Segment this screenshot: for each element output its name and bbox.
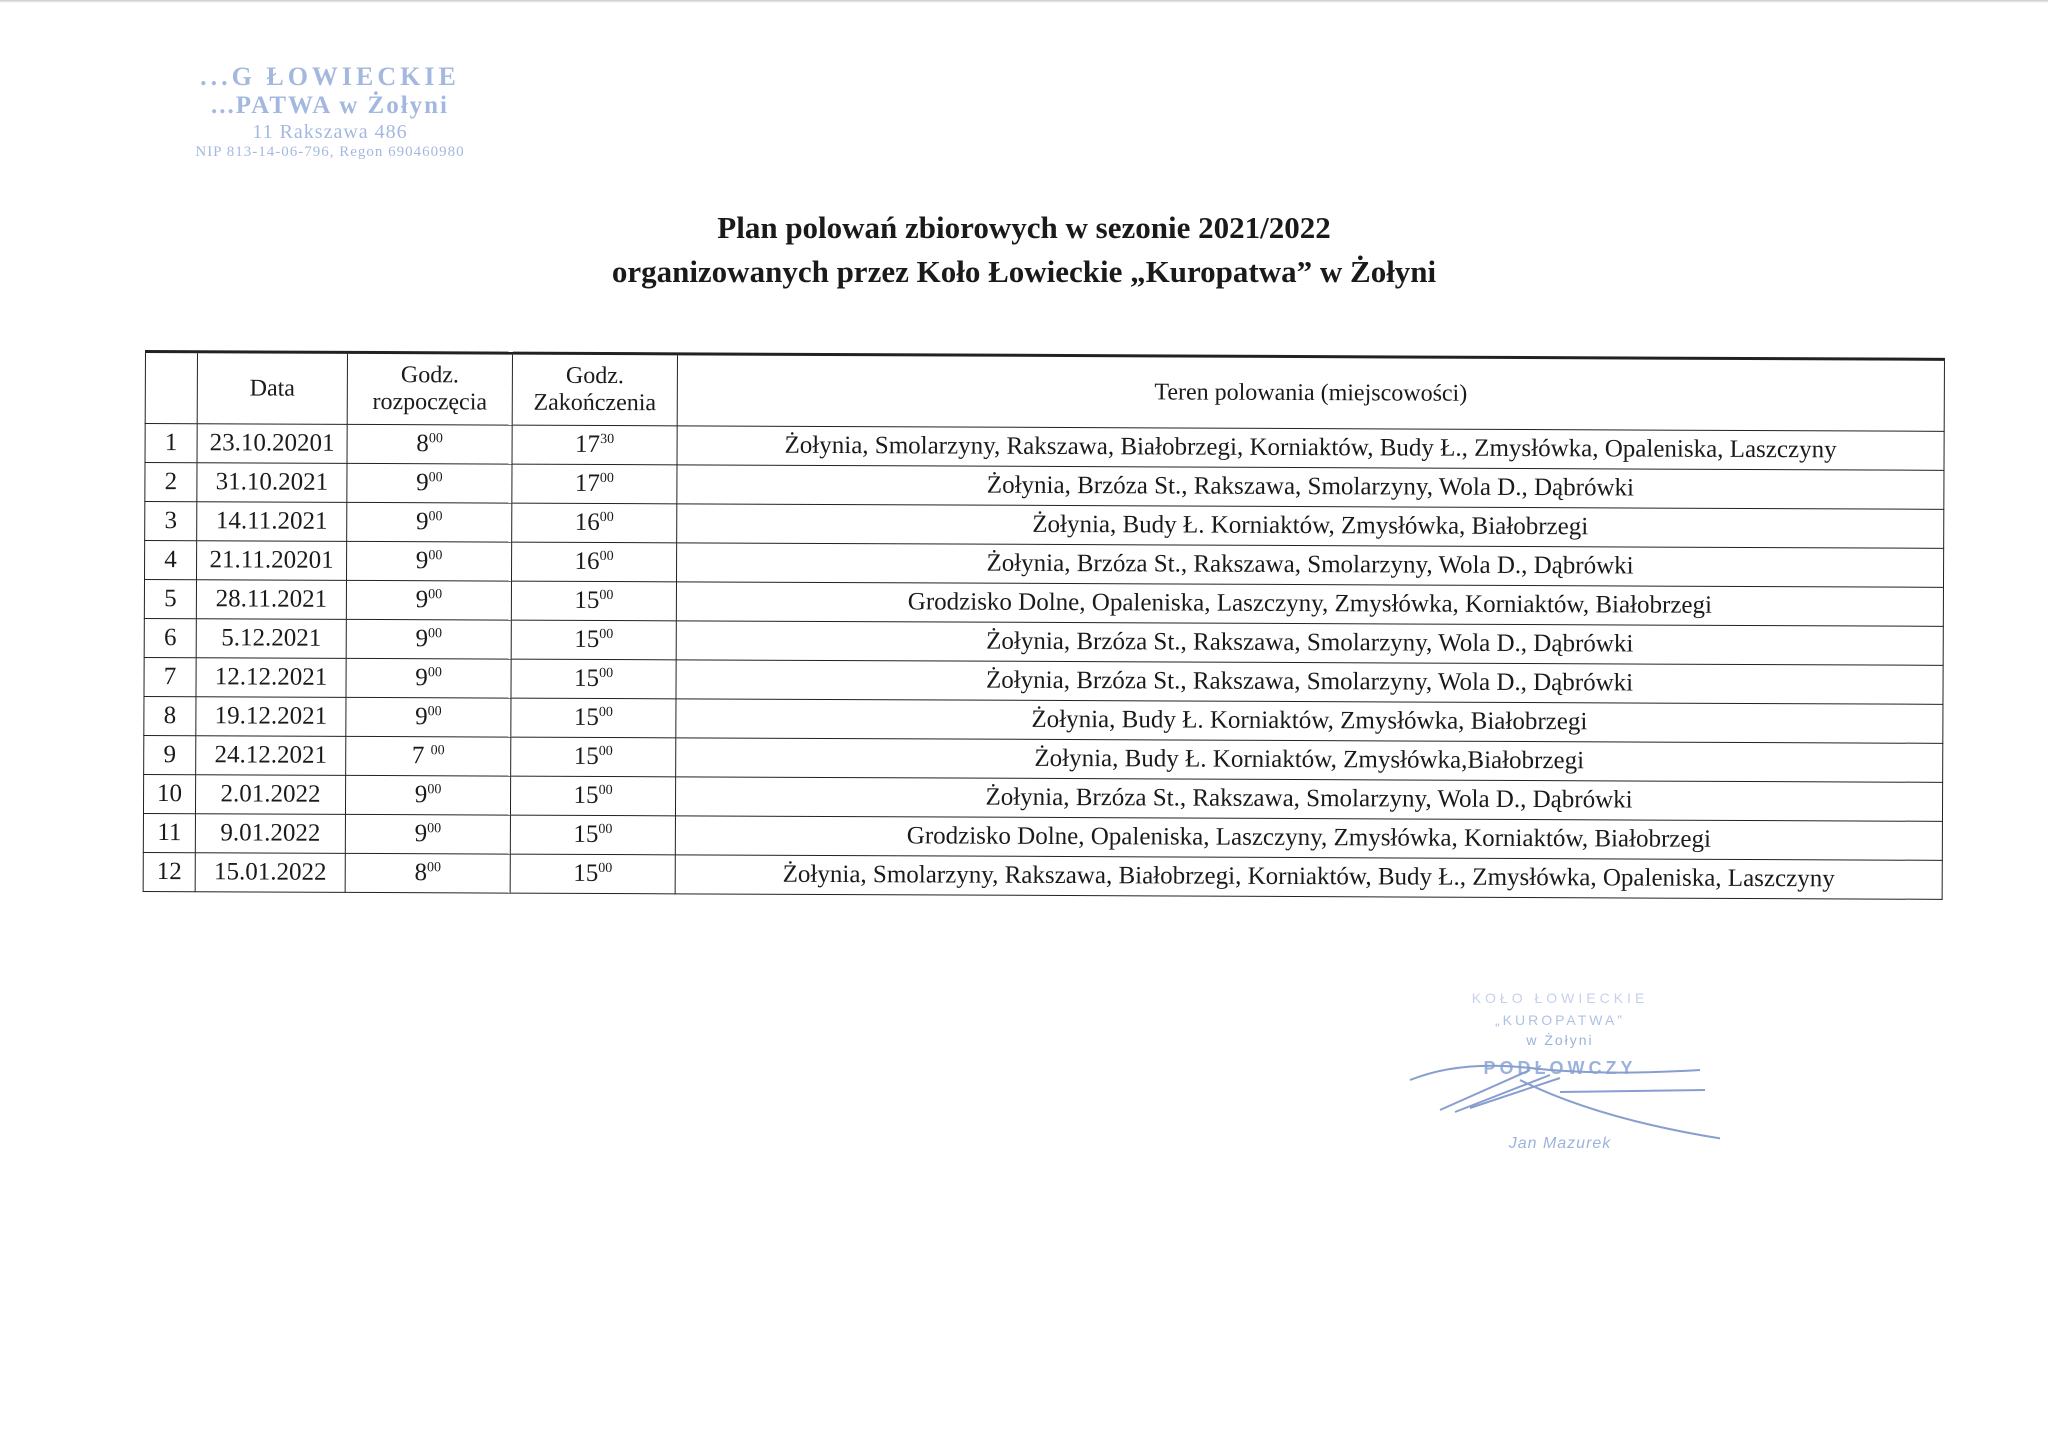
end-minutes: 00: [598, 782, 613, 799]
header-end: [512, 353, 677, 426]
row-date: 21.11.20201: [196, 541, 346, 581]
row-start-time: [345, 814, 510, 854]
stamp-line-2: ...PATWA w Żołyni: [211, 91, 449, 119]
header-start-line-1: Godz.: [400, 362, 459, 389]
row-end-time: [510, 815, 675, 855]
start-minutes: 00: [430, 743, 445, 759]
header-end-line-2: Zakończenia: [533, 389, 657, 417]
start-hour: 8: [416, 430, 429, 458]
row-number: 1: [145, 424, 197, 463]
start-minutes: 00: [427, 626, 443, 642]
row-date: 31.10.2021: [197, 463, 347, 503]
row-start-time: [346, 658, 511, 698]
row-end-time: [511, 620, 676, 660]
header-date: Data: [197, 352, 347, 425]
end-minutes: 00: [598, 860, 613, 877]
row-area: Żołynia, Brzóza St., Rakszawa, Smolarzyny, Wola D., Dąbrówki: [676, 660, 1943, 705]
start-minutes: 00: [426, 860, 442, 876]
row-start-time: [345, 853, 510, 893]
header-end-line-1: Godz.: [565, 362, 624, 390]
end-hour: 17: [574, 469, 600, 497]
row-area: Grodzisko Dolne, Opaleniska, Laszczyny, Zmysłówka, Korniaktów, Białobrzegi: [675, 816, 1942, 861]
row-number: 12: [143, 852, 195, 891]
header-start: [347, 352, 512, 425]
start-minutes: 00: [427, 782, 442, 798]
end-minutes: 00: [599, 626, 614, 643]
row-start-time: [346, 736, 511, 776]
start-minutes: 00: [428, 509, 443, 525]
document-title: [0, 206, 2048, 294]
row-area: Żołynia, Smolarzyny, Rakszawa, Białobrzegi, Korniaktów, Budy Ł., Zmysłówka, Opaleniska, Laszczyny: [675, 855, 1942, 900]
start-hour: 9: [416, 469, 429, 497]
end-hour: 15: [574, 664, 600, 692]
row-number: 10: [143, 774, 195, 813]
end-minutes: 00: [598, 821, 613, 838]
row-start-time: [346, 697, 511, 737]
row-date: 23.10.20201: [197, 424, 347, 464]
row-area: Żołynia, Budy Ł. Korniaktów, Zmysłówka, Białobrzegi: [676, 699, 1943, 744]
start-minutes: 00: [427, 665, 442, 681]
end-minutes: 00: [599, 587, 614, 604]
row-number: 11: [143, 813, 195, 852]
table-body: [143, 424, 1944, 900]
row-end-time: [511, 698, 676, 738]
sign-stamp-line-3: w Żołyni: [1526, 1032, 1594, 1048]
start-hour: 9: [415, 508, 429, 536]
row-end-time: [511, 581, 676, 621]
start-hour: 9: [414, 820, 428, 848]
row-area: Żołynia, Brzóza St., Rakszawa, Smolarzyny, Wola D., Dąbrówki: [675, 777, 1942, 822]
stamp-line-1: ...G ŁOWIECKIE: [200, 62, 460, 91]
start-hour: 9: [415, 586, 429, 614]
header-area: Teren polowania (miejscowości): [677, 354, 1944, 432]
row-date: 14.11.2021: [197, 502, 347, 542]
club-stamp-header: [120, 62, 540, 161]
start-hour: 9: [414, 781, 428, 809]
handwritten-signature: [1400, 1050, 1720, 1170]
start-hour: 9: [415, 664, 428, 692]
start-hour: 8: [414, 859, 428, 887]
end-hour: 16: [574, 508, 600, 536]
row-end-time: [510, 854, 675, 894]
row-date: 24.12.2021: [196, 736, 346, 776]
signature-stamp: [1400, 990, 1720, 1190]
row-number: 9: [144, 735, 196, 774]
title-line-1: Plan polowań zbiorowych w sezonie 2021/2022: [717, 210, 1331, 245]
end-hour: 15: [573, 820, 599, 848]
start-minutes: 00: [427, 704, 442, 720]
row-area: Żołynia, Brzóza St., Rakszawa, Smolarzyny, Wola D., Dąbrówki: [677, 465, 1944, 510]
end-minutes: 00: [598, 743, 613, 760]
start-minutes: 00: [428, 587, 443, 603]
start-minutes: 00: [428, 470, 443, 486]
start-minutes: 00: [428, 431, 443, 447]
row-end-time: [511, 737, 676, 777]
stamp-line-4: NIP 813-14-06-796, Regon 690460980: [195, 143, 465, 160]
row-area: Żołynia, Brzóza St., Rakszawa, Smolarzyny, Wola D., Dąbrówki: [676, 621, 1943, 666]
row-number: 4: [144, 541, 196, 580]
end-minutes: 00: [599, 509, 614, 526]
end-minutes: 30: [600, 431, 615, 448]
row-end-time: [512, 503, 677, 543]
end-hour: 15: [573, 703, 599, 731]
sign-stamp-line-1: KOŁO ŁOWIECKIE: [1471, 990, 1649, 1006]
row-number: 7: [144, 657, 196, 696]
row-start-time: [347, 424, 512, 464]
table-row: [143, 852, 1942, 899]
row-end-time: [511, 659, 676, 699]
start-minutes: 00: [428, 548, 443, 564]
start-minutes: 00: [427, 821, 442, 837]
start-hour: 9: [415, 625, 429, 653]
end-minutes: 00: [599, 548, 614, 565]
row-date: 9.01.2022: [195, 814, 345, 854]
start-hour: 9: [415, 547, 429, 575]
sign-stamp-name: Jan Mazurek: [1508, 1135, 1612, 1152]
row-area: Grodzisko Dolne, Opaleniska, Laszczyny, Zmysłówka, Korniaktów, Białobrzegi: [676, 582, 1943, 627]
row-end-time: [511, 542, 676, 582]
header-start-line-2: rozpoczęcia: [372, 388, 488, 416]
row-end-time: [512, 464, 677, 504]
row-start-time: [345, 775, 510, 815]
row-end-time: [510, 776, 675, 816]
start-hour: 9: [415, 703, 428, 731]
row-start-time: [347, 463, 512, 503]
stamp-line-3: 11 Rakszawa 486: [252, 120, 408, 143]
end-hour: 15: [573, 742, 599, 770]
row-date: 28.11.2021: [196, 580, 346, 620]
hunt-plan-table: [143, 350, 1945, 900]
row-area: Żołynia, Budy Ł. Korniaktów, Zmysłówka, Białobrzegi: [677, 504, 1944, 549]
row-number: 6: [144, 618, 196, 657]
row-area: Żołynia, Smolarzyny, Rakszawa, Białobrzegi, Korniaktów, Budy Ł., Zmysłówka, Opaleniska, Laszczyny: [677, 426, 1944, 471]
row-date: 2.01.2022: [195, 775, 345, 815]
row-number: 2: [145, 463, 197, 502]
row-date: 19.12.2021: [196, 697, 346, 737]
row-start-time: [347, 502, 512, 542]
scan-edge: [0, 0, 2048, 3]
end-minutes: 00: [598, 704, 613, 721]
row-start-time: [346, 541, 511, 581]
row-start-time: [346, 619, 511, 659]
row-number: 8: [144, 696, 196, 735]
row-start-time: [346, 580, 511, 620]
header-no: [145, 352, 197, 424]
row-end-time: [512, 425, 677, 465]
end-minutes: 00: [599, 665, 614, 682]
title-line-2: organizowanych przez Koło Łowieckie „Kuropatwa” w Żołyni: [611, 254, 1437, 289]
row-date: 15.01.2022: [195, 853, 345, 893]
end-hour: 15: [573, 859, 599, 887]
end-hour: 15: [573, 781, 599, 809]
start-hour: 7: [411, 742, 431, 770]
end-hour: 17: [575, 430, 601, 458]
end-hour: 15: [574, 625, 600, 653]
end-minutes: 00: [599, 470, 614, 487]
row-date: 5.12.2021: [196, 619, 346, 659]
row-number: 3: [145, 502, 197, 541]
row-area: Żołynia, Brzóza St., Rakszawa, Smolarzyny, Wola D., Dąbrówki: [676, 543, 1943, 588]
table-header-row: [145, 352, 1944, 432]
row-date: 12.12.2021: [196, 658, 346, 698]
row-number: 5: [144, 580, 196, 619]
row-area: Żołynia, Budy Ł. Korniaktów, Zmysłówka,Białobrzegi: [676, 738, 1943, 783]
end-hour: 16: [574, 547, 600, 575]
sign-stamp-line-4: PODŁOWCZY: [1483, 1058, 1637, 1078]
end-hour: 15: [574, 586, 600, 614]
sign-stamp-line-2: „KUROPATWA”: [1495, 1012, 1625, 1028]
